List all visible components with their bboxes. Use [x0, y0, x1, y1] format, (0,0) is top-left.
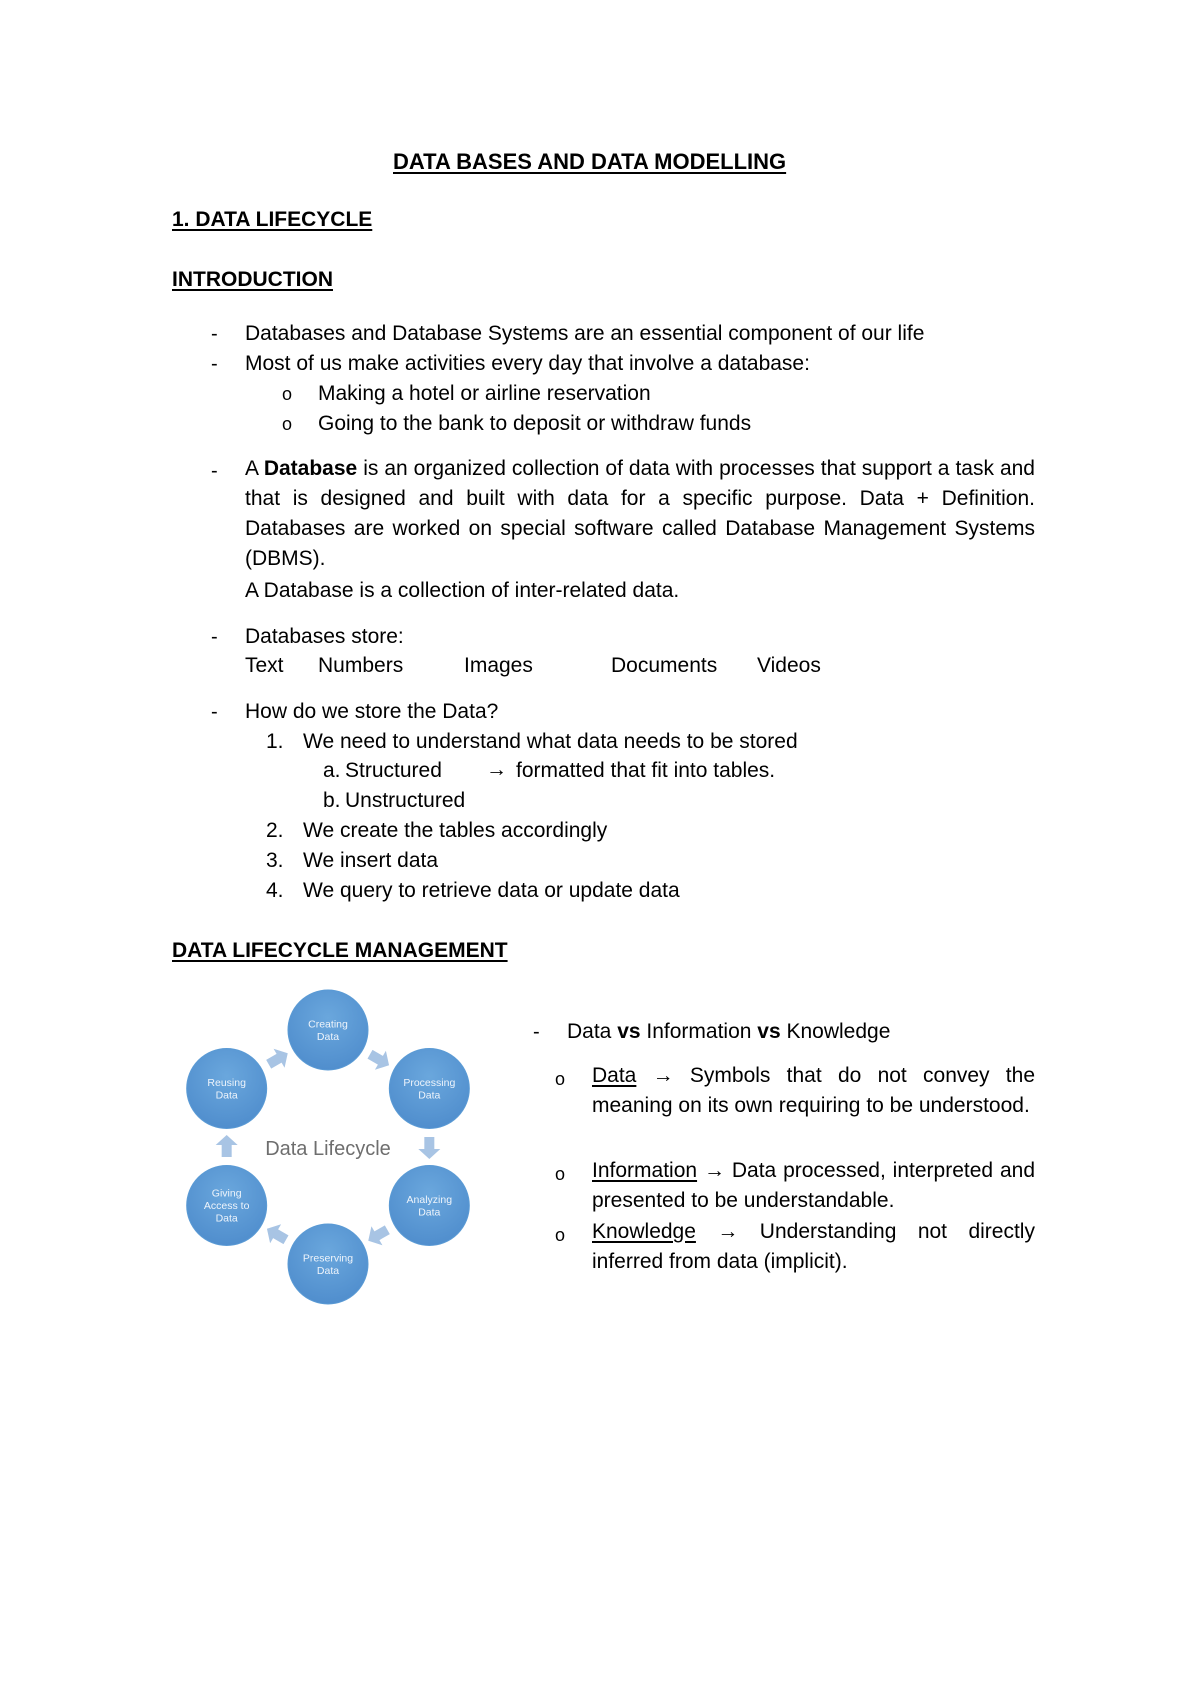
substep-letter: a. — [323, 759, 341, 782]
compare-heading-vs: vs — [617, 1020, 641, 1043]
database-definition-paragraph — [245, 454, 1035, 574]
cycle-arrow-icon — [363, 1220, 393, 1250]
right-arrow-icon: → — [486, 758, 507, 781]
store-type-numbers: Numbers — [318, 654, 404, 677]
subheading-data-lifecycle-management: DATA LIFECYCLE MANAGEMENT — [172, 939, 508, 962]
data-lifecycle-diagram — [170, 985, 485, 1320]
lifecycle-node — [187, 1166, 267, 1246]
compare-item-information — [592, 1156, 1035, 1216]
diagram-center-label: Data Lifecycle — [265, 1138, 391, 1160]
lifecycle-node-label: Data — [418, 1089, 441, 1102]
dash-bullet: - — [211, 626, 218, 648]
lifecycle-node — [288, 1224, 368, 1304]
substep-note: formatted that fit into tables. — [516, 759, 776, 782]
definition-term-database: Database — [263, 457, 358, 480]
term-definition: Understanding not directly inferred from data (implicit). — [592, 1220, 1035, 1273]
lifecycle-node — [288, 990, 368, 1070]
lifecycle-node-label: Data — [215, 1212, 238, 1225]
lifecycle-node — [187, 1049, 267, 1129]
compare-heading-vs: vs — [757, 1020, 781, 1043]
term-information: Information — [592, 1159, 698, 1182]
cycle-arrow-icon — [216, 1135, 238, 1157]
lifecycle-node-label: Data — [215, 1089, 238, 1102]
compare-heading-part: Information — [640, 1020, 758, 1043]
step-text: We create the tables accordingly — [303, 819, 608, 842]
definition-prefix: A — [245, 457, 264, 480]
term-knowledge: Knowledge — [592, 1220, 696, 1243]
cycle-arrow-icon — [261, 1219, 291, 1249]
step-number: 1. — [266, 730, 284, 753]
store-type-text: Text — [245, 654, 284, 677]
dash-bullet: - — [211, 460, 218, 482]
substep-text: Structured — [345, 759, 442, 782]
intro-paragraph-2: Most of us make activities every day that involve a database: — [245, 352, 810, 375]
step-number: 3. — [266, 849, 284, 872]
definition-body: is an organized collection of data with processes that support a task and that is designed and built with data for a specific purpose. Data + Definition. Databases are worked on special software called Database Management Systems (DBMS). — [245, 457, 1035, 570]
lifecycle-node-label: Giving — [211, 1187, 242, 1200]
term-definition: Data processed, interpreted and presented to be understandable. — [592, 1159, 1035, 1212]
dash-bullet: - — [211, 353, 218, 375]
document-title: DATA BASES AND DATA MODELLING — [393, 149, 787, 174]
right-arrow-icon: → — [703, 1159, 725, 1182]
compare-heading — [567, 1021, 890, 1042]
circle-bullet: o — [555, 1225, 566, 1245]
section-heading-data-lifecycle: 1. DATA LIFECYCLE — [172, 208, 373, 231]
substep-letter: b. — [323, 789, 341, 812]
compare-heading-part: Knowledge — [780, 1020, 891, 1043]
step-text: We need to understand what data needs to be stored — [303, 730, 798, 753]
lifecycle-node-label: Creating — [308, 1018, 348, 1031]
cycle-arrow-icon — [418, 1137, 440, 1159]
circle-bullet: o — [282, 414, 293, 434]
step-text: We insert data — [303, 849, 439, 872]
circle-bullet: o — [555, 1164, 566, 1184]
lifecycle-node-label: Reusing — [207, 1076, 246, 1089]
lifecycle-node — [389, 1049, 469, 1129]
term-data: Data — [592, 1064, 637, 1087]
circle-bullet: o — [282, 384, 293, 404]
step-number: 4. — [266, 879, 284, 902]
intro-sub-item-2: Going to the bank to deposit or withdraw funds — [318, 412, 752, 435]
intro-sub-item-1: Making a hotel or airline reservation — [318, 382, 651, 405]
cycle-arrow-icon — [263, 1044, 293, 1074]
intro-paragraph-1: Databases and Database Systems are an essential component of our life — [245, 322, 925, 345]
compare-item-knowledge — [592, 1217, 1035, 1277]
lifecycle-node-label: Data — [316, 1030, 340, 1043]
subheading-introduction: INTRODUCTION — [172, 268, 333, 291]
right-arrow-icon: → — [652, 1064, 674, 1087]
lifecycle-node-label: Analyzing — [406, 1193, 453, 1206]
lifecycle-node-label: Processing — [403, 1076, 456, 1089]
lifecycle-node-label: Data — [418, 1206, 441, 1219]
store-type-videos: Videos — [757, 654, 821, 677]
term-definition: Symbols that do not convey the meaning on its own requiring to be understood. — [592, 1064, 1035, 1117]
step-text: We query to retrieve data or update data — [303, 879, 680, 902]
lifecycle-node-label: Data — [316, 1264, 340, 1277]
how-store-question: How do we store the Data? — [245, 700, 499, 723]
store-type-images: Images — [464, 654, 533, 677]
dash-bullet: - — [533, 1021, 540, 1043]
substep-text: Unstructured — [345, 789, 466, 812]
dash-bullet: - — [211, 323, 218, 345]
circle-bullet: o — [555, 1069, 566, 1089]
dash-bullet: - — [211, 701, 218, 723]
cycle-arrow-icon — [365, 1045, 395, 1075]
compare-heading-part: Data — [567, 1020, 618, 1043]
right-arrow-icon: → — [717, 1220, 739, 1243]
lifecycle-node-label: Access to — [203, 1200, 250, 1212]
lifecycle-node — [389, 1166, 469, 1246]
databases-store-label: Databases store: — [245, 625, 404, 648]
database-definition-line-2: A Database is a collection of inter-related data. — [245, 579, 680, 602]
lifecycle-node-label: Preserving — [302, 1252, 354, 1265]
store-type-documents: Documents — [611, 654, 718, 677]
compare-item-data — [592, 1061, 1035, 1121]
step-number: 2. — [266, 819, 284, 842]
